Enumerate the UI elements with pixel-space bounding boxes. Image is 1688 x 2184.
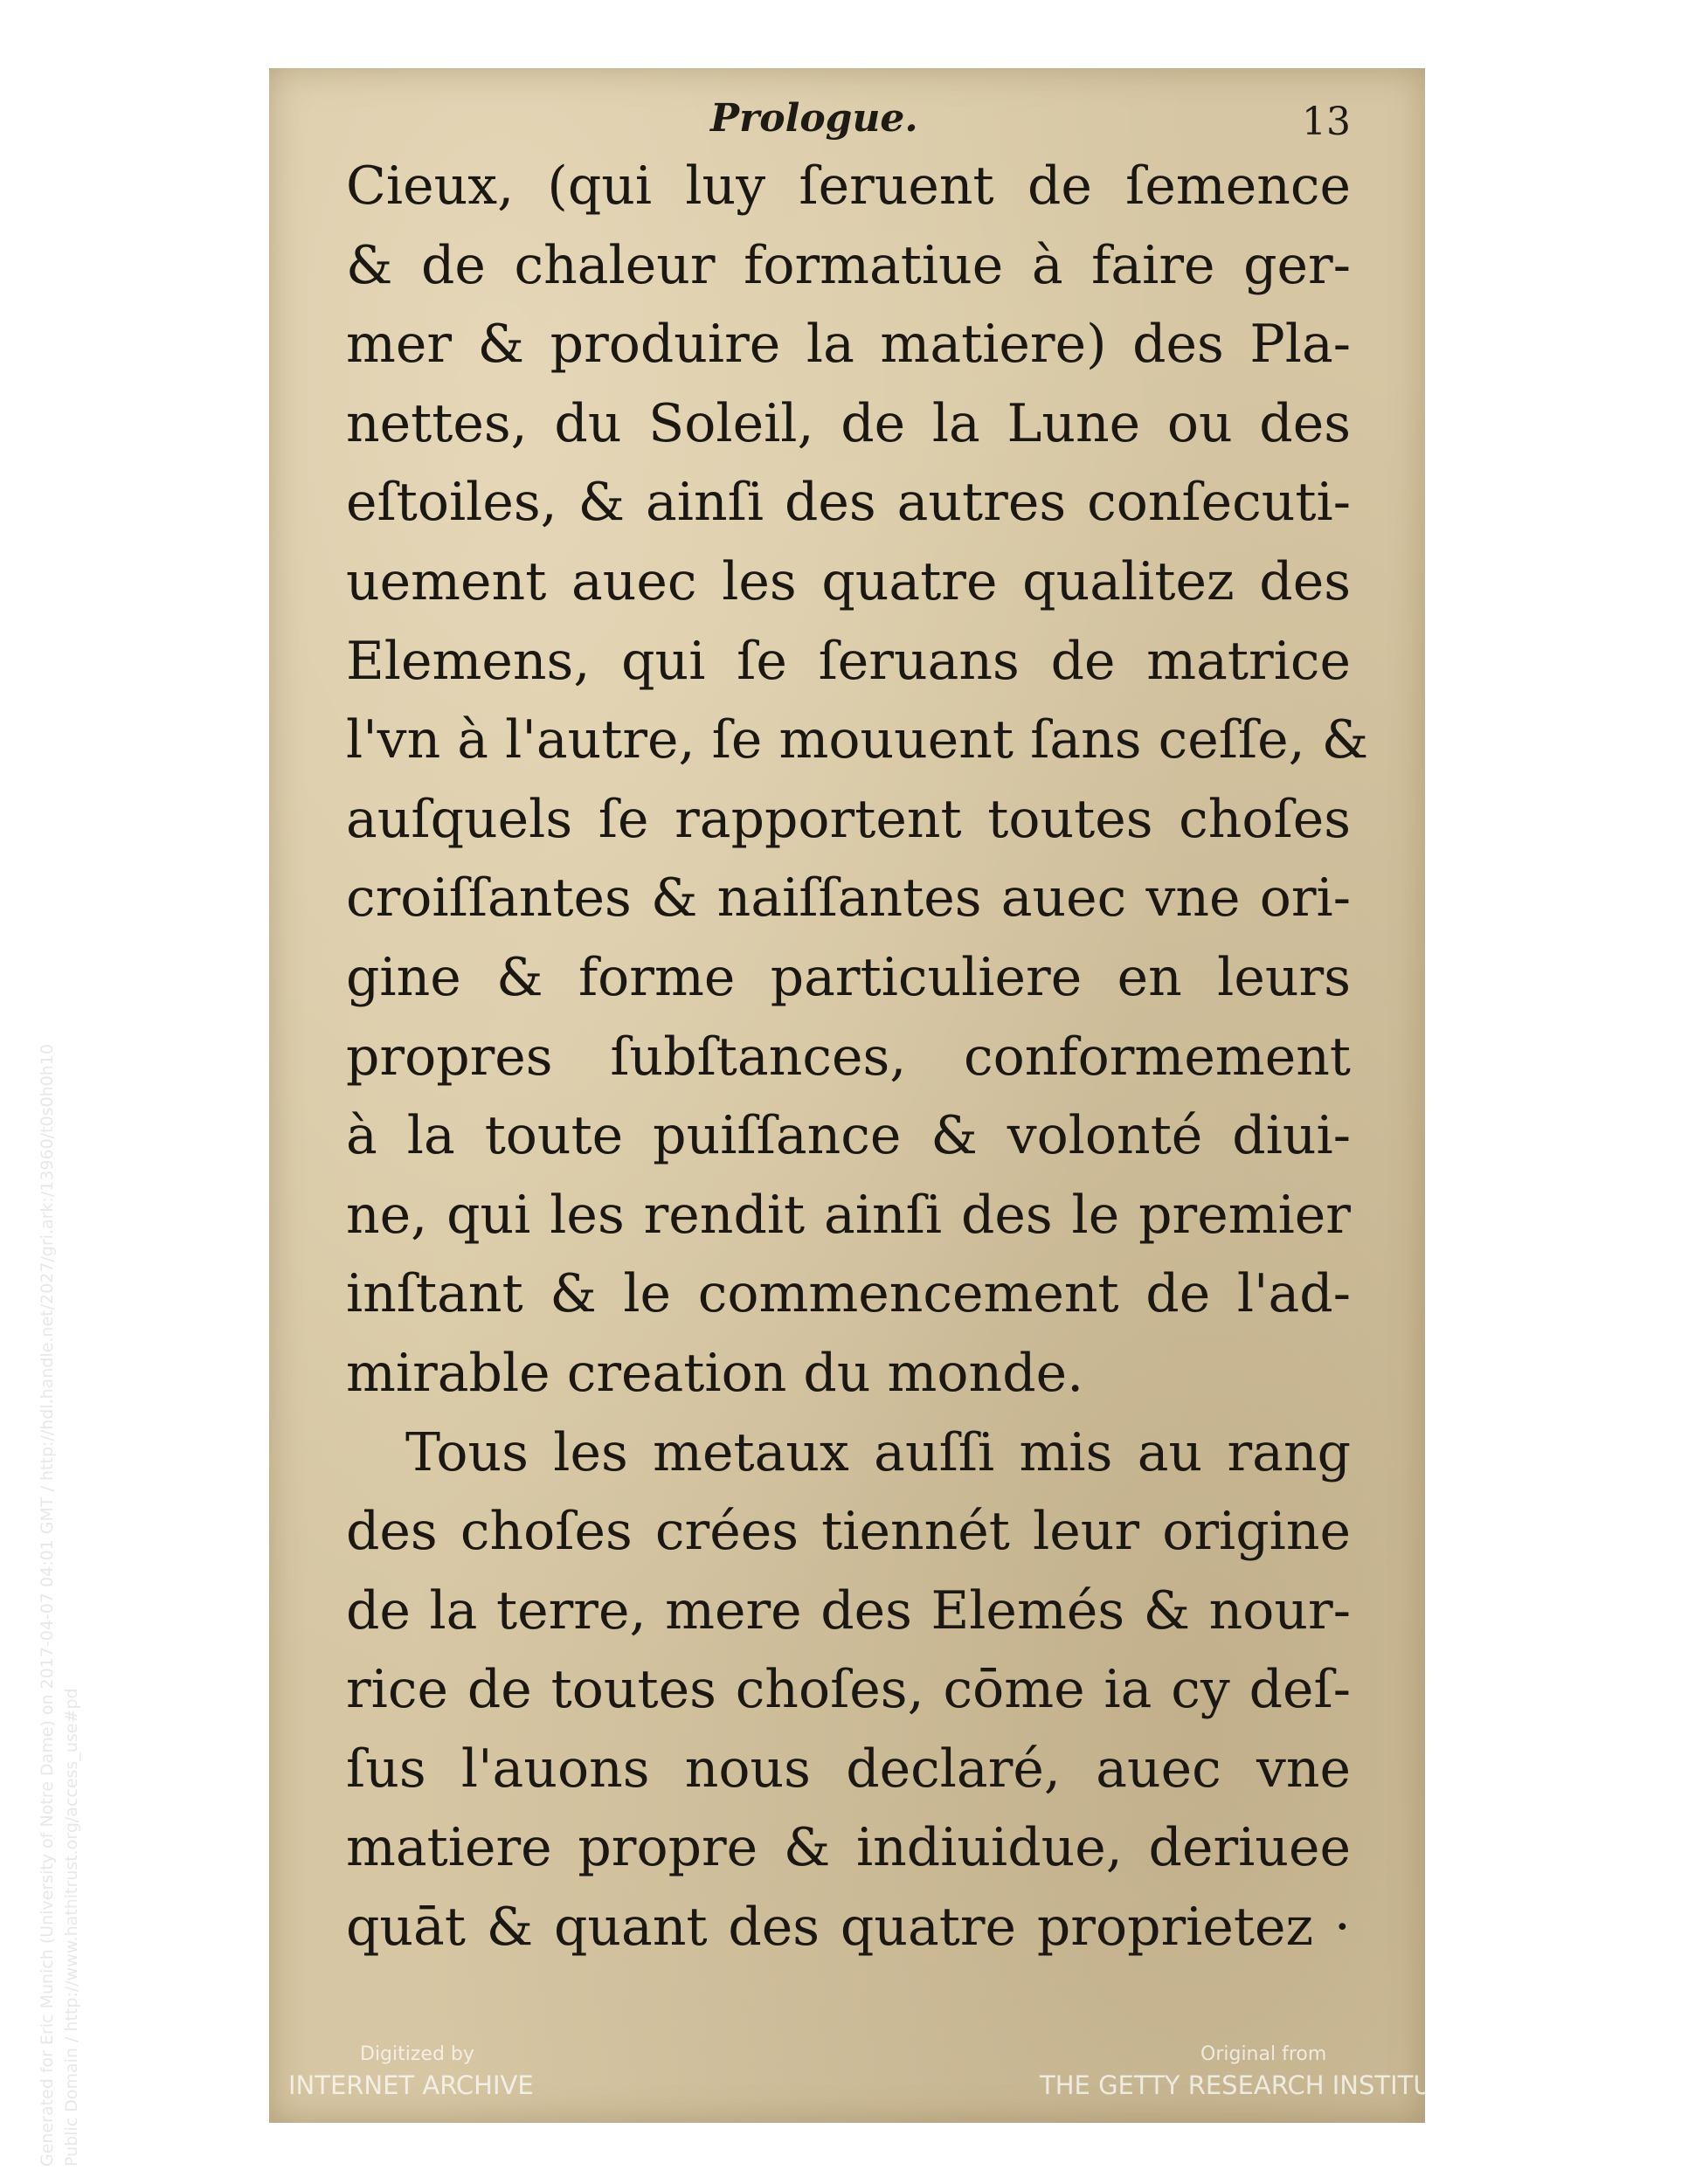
text-line: mer & produire la matiere) des Pla- [346, 314, 1351, 376]
text-line: auſquels ſe rapportent toutes choſes [346, 788, 1351, 850]
text-line: des choſes crées tiennét leur origine [346, 1501, 1351, 1563]
text-line: & de chaleur formatiue à faire ger- [346, 234, 1351, 296]
text-line: Elemens, qui ſe ſeruans de matrice [346, 630, 1351, 692]
getty-institute-label: THE GETTY RESEARCH INSTITUTE [1040, 2070, 1463, 2100]
digitized-by-watermark [288, 2042, 534, 2103]
text-line: ſus l'auons nous declaré, auec vne [346, 1738, 1351, 1800]
text-line: à la toute puiſſance & volonté diui- [346, 1105, 1351, 1167]
text-line: uement auec les quatre qualitez des [346, 550, 1351, 612]
text-line: mirable creation du monde. [346, 1342, 1084, 1404]
text-line: nettes, du Soleil, de la Lune ou des [346, 392, 1351, 454]
text-line: quāt & quant des quatre proprietez · [346, 1897, 1351, 1959]
original-from-watermark [1040, 2042, 1463, 2103]
side-notice-line-2: Public Domain / http://www.hathitrust.org/access_use#pd [62, 1688, 81, 2167]
text-line: ne, qui les rendit ainſi des le premier [346, 1184, 1351, 1246]
text-line: de la terre, mere des Elemés & nour- [346, 1579, 1351, 1641]
text-line: rice de toutes choſes, cōme ia cy deſ- [346, 1659, 1351, 1721]
page-number: 13 [1302, 100, 1351, 144]
running-head [269, 93, 1425, 145]
side-access-notice [35, 1044, 84, 2167]
original-from-label: Original from [1200, 2043, 1327, 2065]
text-line: matiere propre & indiuidue, deriuee [346, 1817, 1351, 1879]
text-line: eſtoiles, & ainſi des autres conſecuti- [346, 472, 1351, 534]
text-line: gine & forme particuliere en leurs [346, 946, 1351, 1008]
digitized-by-label: Digitized by [360, 2043, 474, 2065]
internet-archive-label: INTERNET ARCHIVE [288, 2070, 534, 2100]
running-title: Prologue. [710, 96, 918, 141]
text-line: l'vn à l'autre, ſe mouuent ſans ceſſe, & [346, 709, 1369, 771]
text-line: inſtant & le commencement de l'ad- [346, 1263, 1351, 1325]
scanned-page [269, 68, 1425, 2123]
paragraph-start-line: Tous les metaux auſſi mis au rang [405, 1421, 1351, 1483]
side-notice-line-1: Generated for Eric Munich (University of Notre Dame) on 2017-04-07 04:01 GMT / http://hdl.handle.net/2027/gri.ark:/13960/t0s0h0h10 [38, 1044, 57, 2167]
text-line: Cieux, (qui luy ſeruent de ſemence [346, 156, 1351, 217]
body-text [346, 147, 1369, 1967]
text-line: propres ſubſtances, conformement [346, 1026, 1351, 1088]
text-line: croiſſantes & naiſſantes auec vne ori- [346, 867, 1351, 930]
